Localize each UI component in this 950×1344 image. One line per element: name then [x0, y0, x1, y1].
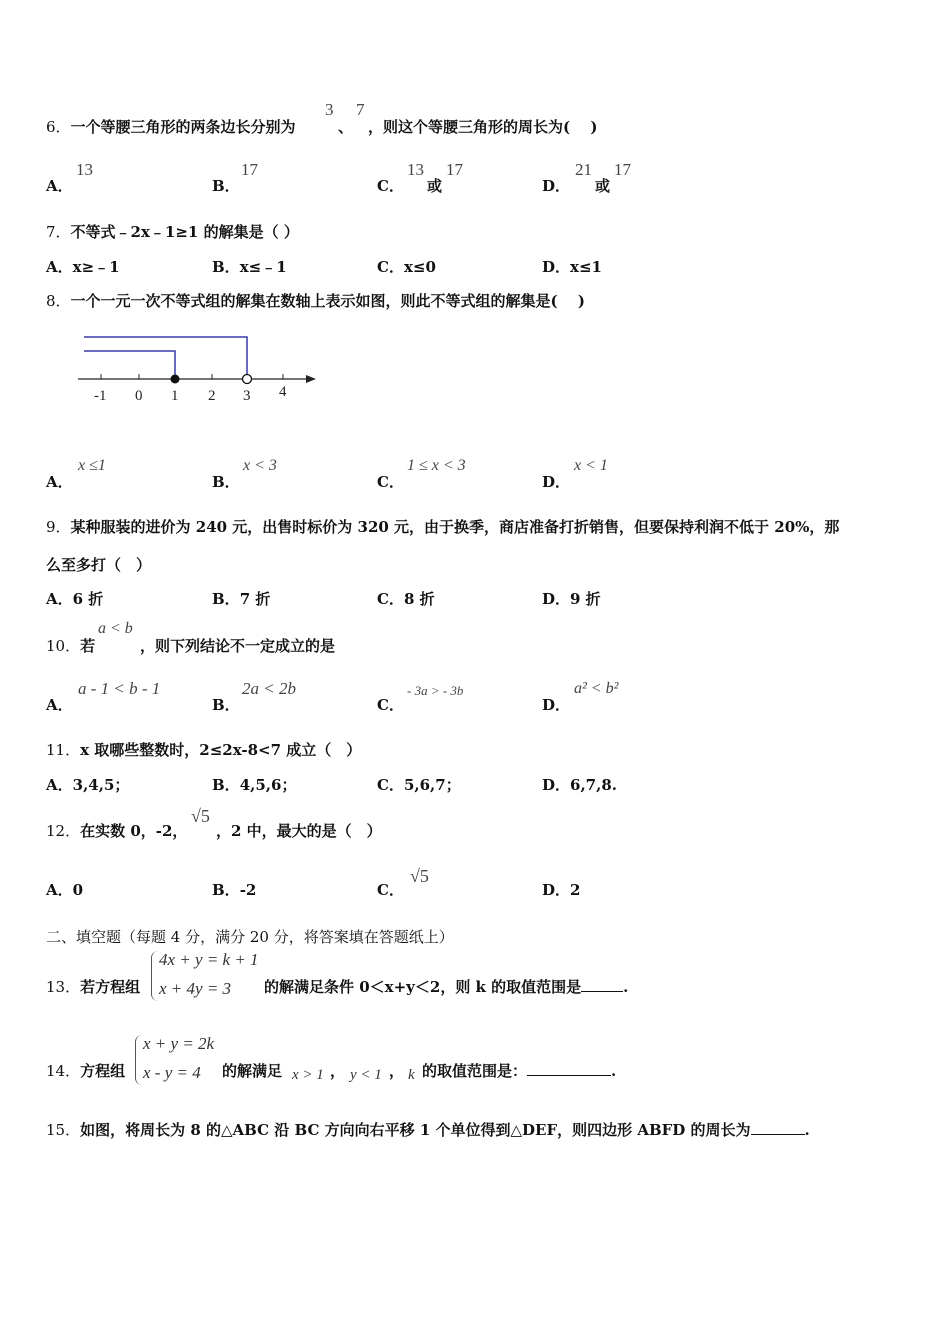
option-label: B． — [212, 590, 240, 608]
option-b — [212, 256, 287, 277]
option-text: x≤﹣1 — [239, 258, 287, 276]
tick-label: 4 — [279, 384, 287, 400]
question-text: 方程组 — [80, 1062, 126, 1080]
option-text: x≥﹣1 — [72, 258, 120, 276]
question-number: 15． — [46, 1121, 81, 1139]
option-label: D． — [542, 881, 571, 899]
option-label: A． — [46, 590, 73, 608]
question-text: 的解满足 — [222, 1062, 283, 1080]
axis-ticks — [101, 374, 283, 379]
question-number: 8． — [46, 292, 71, 310]
question-text: 不等式﹣2x﹣1≥1 的解集是（ ） — [70, 223, 299, 241]
question-text: ，则下列结论不一定成立的是 — [140, 637, 336, 655]
comma: ， — [330, 1062, 346, 1080]
question-13 — [46, 976, 140, 997]
option-math: - 3a > - 3b — [407, 683, 464, 698]
question-number: 9． — [46, 518, 71, 536]
solution-ray-at-most-1 — [84, 351, 175, 379]
question-8 — [46, 290, 585, 311]
question-text: 某种服装的进价为 240 元，出售时标价为 320 元，由于换季，商店准备打折销售，但要保持利润不低于 20%，那 — [70, 518, 840, 536]
question-number: 6． — [46, 118, 71, 136]
option-text: 9 折 — [570, 590, 601, 608]
equation-1: 4x + y = k + 1 — [159, 950, 259, 969]
condition-y: y < 1 — [350, 1067, 382, 1083]
option-math: x < 1 — [574, 457, 608, 474]
option-c: C． — [377, 473, 404, 491]
question-text: x 取哪些整数时，2≤2x-8<7 成立（ ） — [80, 741, 362, 759]
option-a — [46, 256, 120, 277]
option-or: 或 — [427, 177, 443, 195]
option-text: x≤0 — [403, 258, 436, 276]
question-number: 10． — [46, 637, 81, 655]
tick-label: 2 — [208, 388, 216, 404]
option-label: D． — [542, 258, 571, 276]
question-number: 11． — [46, 741, 81, 759]
question-math: a < b — [98, 620, 133, 637]
question-text: 一个等腰三角形的两条边长分别为 — [70, 118, 296, 136]
option-b: B． — [212, 177, 240, 195]
question-text-tail: 的解满足条件 0＜x+y＜2，则 k 的取值范围是 — [264, 978, 582, 996]
option-label: D． — [542, 776, 571, 794]
option-math: 13 — [407, 160, 424, 179]
question-12 — [46, 820, 187, 841]
option-math: x ≤1 — [78, 457, 106, 474]
option-text: x≤1 — [570, 258, 602, 276]
option-math: 21 — [575, 160, 592, 179]
option-a: A． — [46, 696, 73, 714]
option-b — [212, 879, 256, 900]
option-text: 6 折 — [72, 590, 104, 608]
open-point — [243, 375, 252, 384]
tick-label: -1 — [94, 388, 107, 404]
option-text: 6,7,8. — [570, 776, 617, 794]
option-label: C． — [377, 258, 404, 276]
option-text: 7 折 — [239, 590, 271, 608]
option-label: A． — [46, 776, 73, 794]
option-c: C． — [377, 881, 404, 899]
number-line-figure — [70, 325, 330, 410]
period: . — [611, 1062, 617, 1080]
axis-arrow-icon — [306, 375, 316, 383]
option-b — [212, 588, 270, 609]
question-text-tail: 的取值范围是： — [422, 1062, 528, 1080]
solution-ray-less-than-3 — [84, 337, 247, 379]
option-or: 或 — [595, 177, 611, 195]
option-math: 1 ≤ x < 3 — [407, 457, 466, 474]
option-d: D． — [542, 177, 571, 195]
option-text: 8 折 — [403, 590, 435, 608]
option-text: 4,5,6； — [239, 776, 297, 794]
answer-blank[interactable] — [581, 991, 623, 992]
equation-1: x + y = 2k — [143, 1034, 215, 1053]
period: . — [804, 1121, 810, 1139]
equation-brace — [135, 1035, 142, 1085]
option-label: A． — [46, 881, 73, 899]
math-value: 3 — [325, 100, 334, 119]
option-math: 17 — [614, 160, 631, 179]
option-d — [542, 879, 580, 900]
equation-brace — [151, 951, 158, 1001]
option-d — [542, 774, 617, 795]
separator: 、 — [338, 118, 354, 136]
option-math: 17 — [446, 160, 463, 179]
comma: ， — [389, 1062, 405, 1080]
question-number: 13． — [46, 978, 81, 996]
option-label: B． — [212, 881, 240, 899]
section-heading: 二、填空题（每题 4 分，满分 20 分，将答案填在答题纸上） — [46, 928, 454, 946]
question-number: 12． — [46, 822, 81, 840]
variable-k: k — [408, 1067, 415, 1083]
question-15 — [46, 1119, 810, 1140]
option-c: C． — [377, 696, 404, 714]
question-text: 如图，将周长为 8 的△ABC 沿 BC 方向向右平移 1 个单位得到△DEF，则四边形 ABFD 的周长为 — [80, 1121, 751, 1139]
math-value: 7 — [356, 100, 365, 119]
option-math: 17 — [241, 160, 258, 179]
option-a — [46, 879, 83, 900]
option-math: √5 — [410, 866, 429, 886]
condition-x: x > 1 — [292, 1067, 324, 1083]
tick-label: 0 — [135, 388, 143, 404]
option-label: B． — [212, 776, 240, 794]
option-b: B． — [212, 696, 240, 714]
option-text: 2 — [570, 881, 581, 899]
option-text: -2 — [239, 881, 257, 899]
question-9 — [46, 516, 839, 537]
question-text: 若方程组 — [80, 978, 141, 996]
equation-2: x - y = 4 — [143, 1063, 201, 1082]
question-text-continued: 么至多打（ ） — [46, 556, 152, 574]
option-d — [542, 256, 602, 277]
question-6 — [46, 116, 296, 137]
option-text: 3,4,5； — [72, 776, 130, 794]
sqrt-five: √5 — [191, 806, 210, 826]
option-a: A． — [46, 177, 73, 195]
answer-blank[interactable] — [527, 1075, 611, 1076]
question-14 — [46, 1060, 125, 1081]
option-b: B． — [212, 473, 240, 491]
question-text: 在实数 0，-2， — [80, 822, 188, 840]
closed-point — [171, 375, 180, 384]
question-text — [422, 1060, 616, 1081]
option-label: C． — [377, 590, 404, 608]
option-c — [377, 256, 436, 277]
option-a: A． — [46, 473, 73, 491]
option-d: D． — [542, 696, 571, 714]
option-d: D． — [542, 473, 571, 491]
option-math: x < 3 — [243, 457, 277, 474]
option-math: 2a < 2b — [242, 679, 296, 698]
question-text: ，2 中，最大的是（ ） — [216, 822, 382, 840]
option-c — [377, 588, 435, 609]
answer-blank[interactable] — [751, 1134, 805, 1135]
question-10 — [46, 635, 95, 656]
option-math: 13 — [76, 160, 93, 179]
equation-2: x + 4y = 3 — [159, 979, 232, 998]
question-text — [264, 976, 628, 997]
question-number: 7． — [46, 223, 71, 241]
option-label: C． — [377, 776, 404, 794]
option-math: a² < b² — [574, 680, 619, 697]
option-c: C． — [377, 177, 404, 195]
tick-label: 1 — [171, 388, 179, 404]
option-a — [46, 588, 103, 609]
option-d — [542, 588, 601, 609]
question-text: 一个一元一次不等式组的解集在数轴上表示如图，则此不等式组的解集是( ) — [70, 292, 585, 310]
tick-label: 3 — [243, 388, 251, 404]
question-7 — [46, 221, 299, 242]
question-text: ，则这个等腰三角形的周长为( ) — [368, 118, 598, 136]
option-label: B． — [212, 258, 240, 276]
option-b — [212, 774, 296, 795]
question-11 — [46, 739, 361, 760]
option-text: 0 — [72, 881, 84, 899]
option-c — [377, 774, 461, 795]
option-label: D． — [542, 590, 571, 608]
question-number: 14． — [46, 1062, 81, 1080]
option-text: 5,6,7； — [403, 776, 461, 794]
question-text: 若 — [80, 637, 96, 655]
period: . — [623, 978, 629, 996]
option-label: A． — [46, 258, 73, 276]
option-math: a - 1 < b - 1 — [78, 679, 161, 698]
option-a — [46, 774, 129, 795]
